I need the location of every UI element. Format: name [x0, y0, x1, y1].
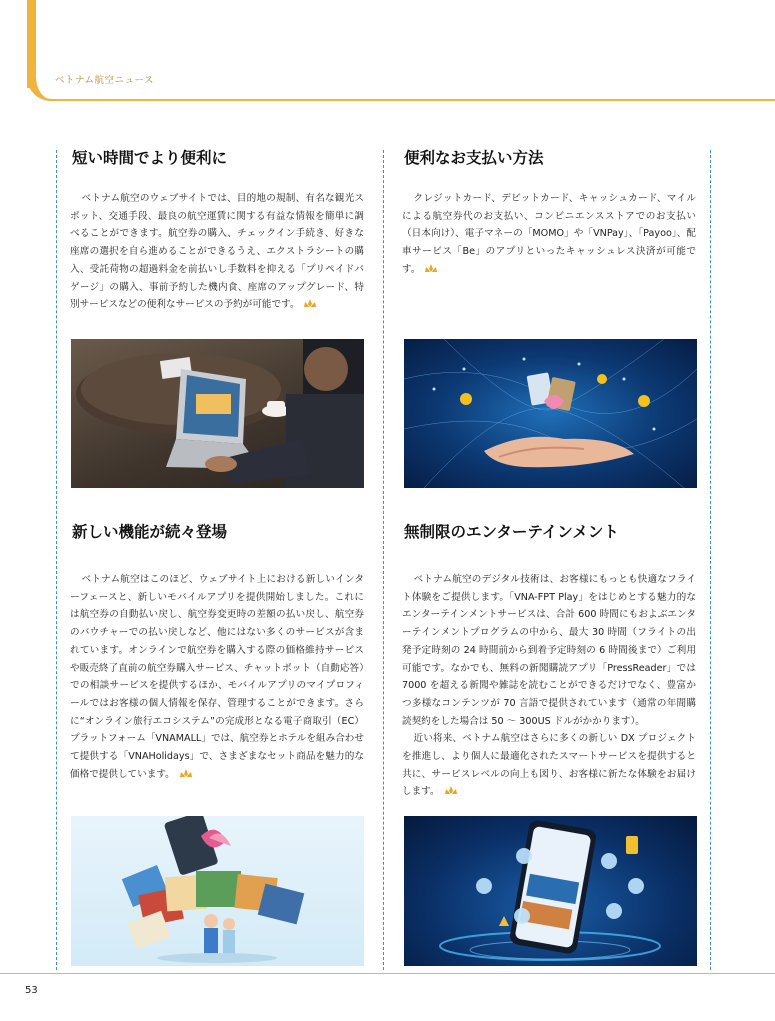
- photo-laptop-user: [71, 339, 364, 488]
- heading-entertainment: 無制限のエンターテインメント: [404, 523, 619, 541]
- heading-payment: 便利なお支払い方法: [404, 149, 544, 167]
- header-rule: [50, 99, 775, 101]
- photo-travel-collage: [71, 816, 364, 966]
- body-new-features: [70, 571, 364, 783]
- mobile-app-illustration: [404, 816, 697, 966]
- body-short-time: [70, 190, 364, 314]
- lotus-icon: [424, 264, 438, 273]
- page-number: 53: [25, 985, 38, 996]
- photo-digital-payment: [404, 339, 697, 488]
- paragraph: 近い将来、ベトナム航空はさらに多くの新しい DX プロジェクトを推進し、より個人に最適化されたスマートサービスを提供すると共に、サービスレベルの向上も図り、お客様に新たな体験をお届けします。: [402, 733, 696, 798]
- paragraph: ベトナム航空のウェブサイトでは、目的地の規制、有名な観光スポット、交通手段、最良の航空運賃に関する有益な情報を簡単に調べることができます。航空券の購入、チェックイン手続き、好きな座席の選択を自ら進めることができるうえ、エクストラシートの購入、受託荷物の超過料金を前払いし手数料を抑える「プリペイドバゲージ」の購入、事前予約した機内食、座席のアップグレード、特別サービスなどの便利なサービスの予約が可能です。: [70, 193, 364, 311]
- paragraph: ベトナム航空のデジタル技術は、お客様にもっとも快適なフライト体験をご提供します。「VNA-FPT Play」をはじめとする魅力的なエンターテインメントサービスは、合計 600 時間にもおよぶエンターテインメントプログラムの中から、最大 30 時間（フライトの出発予定時刻の 24 時間前から到着予定時刻の 6 時間後まで）ご利用可能です。なかでも、無料の新聞購読アプリ「PressReader」では 7000 を超える新聞や雑誌を読むことができるだけでなく、豊富かつ多様なコンテンツが 70 言語で提供されています（通常の年間購読契約をした場合は 50 〜 300US ドルがかかります）。: [402, 574, 696, 727]
- heading-short-time: 短い時間でより便利に: [72, 149, 228, 167]
- photo-mobile-app: [404, 816, 697, 966]
- footer-rule: [0, 973, 775, 974]
- body-entertainment: [402, 571, 696, 801]
- paragraph: ベトナム航空はこのほど、ウェブサイト上における新しいインターフェースと、新しいモバイルアプリを提供開始しました。これには航空券の自動払い戻し、航空券変更時の差額の払い戻し、航空券のバウチャーでの払い戻しなど、他にはない多くのサービスが含まれています。オンラインで航空券を購入する際の価格維持サービスや販売終了直前の航空券購入サービス、チャットボット（自動応答）での相談サービスを提供するほか、モバイルアプリのマイプロフィールではお客様の個人情報を保存、管理することができます。さらに“オンライン旅行エコシステム”の完成形となる電子商取引（EC）プラットフォーム「VNAMALL」では、航空券とホテルを組み合わせて提供する「VNAHolidays」で、さまざまなセット商品を魅力的な価格で提供しています。: [70, 574, 364, 780]
- body-payment: [402, 190, 696, 279]
- laptop-user-illustration: [71, 339, 364, 488]
- section-title: ベトナム航空ニュース: [55, 75, 155, 86]
- header-accent-curve: [27, 70, 57, 101]
- column-divider-center: [383, 150, 384, 970]
- heading-new-features: 新しい機能が続々登場: [72, 523, 228, 541]
- column-divider-left: [56, 150, 57, 970]
- paragraph-closing: [402, 730, 696, 801]
- lotus-icon: [179, 769, 193, 778]
- lotus-icon: [444, 786, 458, 795]
- lotus-icon: [303, 299, 317, 308]
- digital-payment-illustration: [404, 339, 697, 488]
- travel-collage-illustration: [71, 816, 364, 966]
- column-divider-right: [710, 150, 711, 970]
- paragraph: クレジットカード、デビットカード、キャッシュカード、マイルによる航空券代のお支払い、コンビニエンスストアでのお支払い（日本向け）、電子マネーの「MOMO」や「VNPay」、「Payoo」、配車サービス「Be」のアプリといったキャッシュレス決済が可能です。: [402, 193, 696, 275]
